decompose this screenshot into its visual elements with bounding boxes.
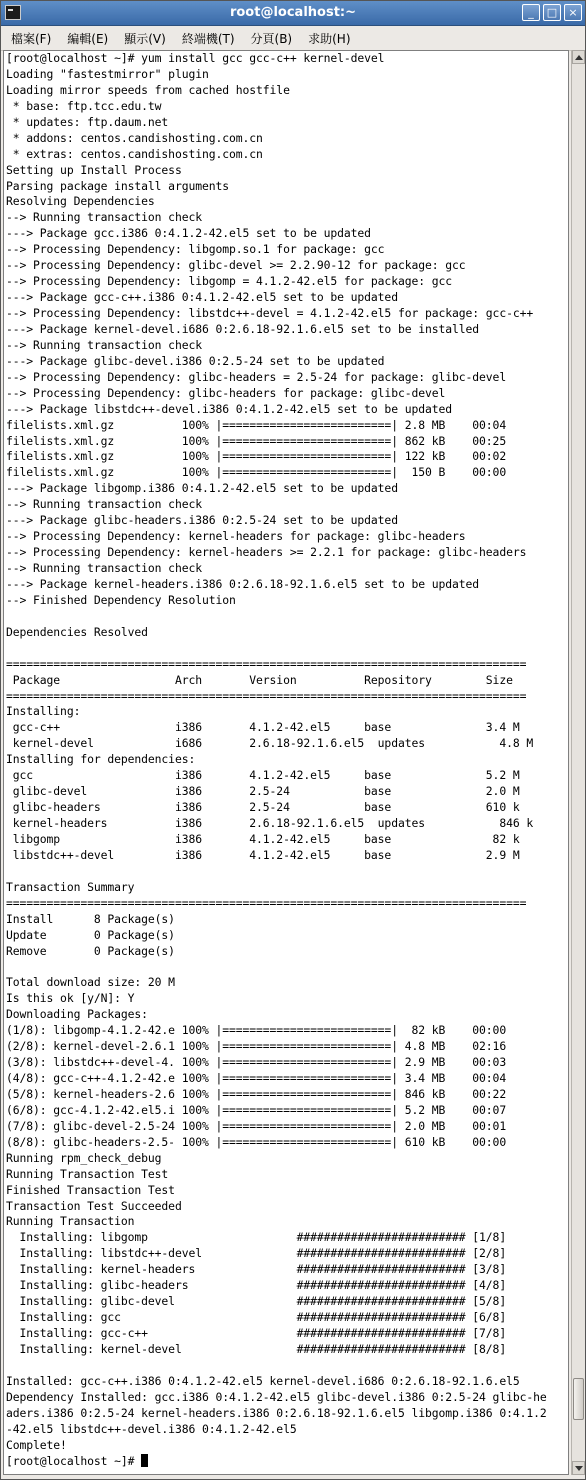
terminal-line: Installing: libgomp ######################### [1/8] (6, 1230, 507, 1245)
terminal-line: Installing: glibc-headers ######################### [4/8] (6, 1278, 507, 1293)
terminal-line: ---> Package gcc-c++.i386 0:4.1.2-42.el5 set to be updated (6, 290, 398, 305)
menu-edit[interactable]: 編輯(E) (67, 31, 109, 46)
menu-terminal[interactable]: 終端機(T) (181, 31, 235, 46)
terminal-line: * addons: centos.candishosting.com.cn (6, 130, 263, 145)
terminal-line: Downloading Packages: (6, 1007, 148, 1022)
terminal-line: Installing: glibc-devel ######################### [5/8] (6, 1294, 507, 1309)
terminal-line: filelists.xml.gz 100% |=========================| 862 kB 00:25 (6, 433, 507, 448)
terminal-line: glibc-headers i386 2.5-24 base 610 k (6, 800, 520, 815)
terminal-line: --> Processing Dependency: glibc-devel >= 2.2.90-12 for package: gcc (6, 258, 466, 273)
terminal-line: ---> Package kernel-devel.i686 0:2.6.18-92.1.6.el5 set to be installed (6, 321, 480, 336)
terminal-line: --> Running transaction check (6, 210, 202, 225)
terminal-line: --> Processing Dependency: kernel-headers >= 2.2.1 for package: glibc-headers (6, 545, 527, 560)
terminal-line: Remove 0 Package(s) (6, 943, 175, 958)
terminal-line: Install 8 Package(s) (6, 911, 175, 926)
terminal-line: kernel-headers i386 2.6.18-92.1.6.el5 updates 846 k (6, 816, 534, 830)
terminal-line: --> Running transaction check (6, 337, 202, 352)
terminal-line: (1/8): libgomp-4.1.2-42.e 100% |=========================| 82 kB 00:00 (6, 1023, 507, 1038)
terminal-line: gcc i386 4.1.2-42.el5 base 5.2 M (6, 768, 520, 783)
terminal-line: (5/8): kernel-headers-2.6 100% |=========================| 846 kB 00:22 (6, 1086, 507, 1101)
terminal-line: Complete! (6, 1437, 67, 1452)
terminal-line: --> Running transaction check (6, 497, 202, 512)
terminal-line: glibc-devel i386 2.5-24 base 2.0 M (6, 784, 520, 799)
menu-bar (1, 26, 585, 51)
terminal-line: Running Transaction Test (6, 1166, 169, 1181)
terminal-line: Setting up Install Process (6, 162, 182, 177)
terminal-line: [root@localhost ~]# yum install gcc gcc-c++ kernel-devel (6, 51, 385, 65)
terminal-line: Installing: gcc-c++ ######################### [7/8] (6, 1326, 507, 1340)
window-controls (522, 4, 582, 21)
terminal-line: Installing: (6, 704, 81, 719)
terminal-line: Loading mirror speeds from cached hostfile (6, 82, 290, 97)
terminal-line: * base: ftp.tcc.edu.tw (6, 98, 162, 113)
window-title: root@localhost:~ (229, 5, 357, 20)
terminal-line: (8/8): glibc-headers-2.5- 100% |=========================| 610 kB 00:00 (6, 1134, 507, 1149)
terminal-line: Installing: gcc ######################### [6/8] (6, 1310, 507, 1325)
close-button[interactable]: × (564, 4, 582, 21)
terminal-line: -42.el5 libstdc++-devel.i386 0:4.1.2-42.el5 (6, 1421, 297, 1436)
terminal-line: (2/8): kernel-devel-2.6.1 100% |=========================| 4.8 MB 02:16 (6, 1039, 507, 1054)
terminal-line: gcc-c++ i386 4.1.2-42.el5 base 3.4 M (6, 720, 520, 735)
terminal-line (6, 641, 568, 657)
terminal-line: Installing: libstdc++-devel ######################### [2/8] (6, 1246, 507, 1261)
terminal-line: ---> Package libstdc++-devel.i386 0:4.1.2-42.el5 set to be updated (6, 401, 453, 416)
scroll-up-arrow-icon[interactable] (572, 50, 585, 64)
terminal-line: Installing for dependencies: (6, 752, 196, 767)
terminal-line: Running Transaction (6, 1214, 135, 1229)
terminal-line: ============================================================================= (6, 656, 527, 671)
menu-tabs[interactable]: 分頁(B) (250, 31, 293, 46)
terminal-line: Dependencies Resolved (6, 624, 148, 639)
terminal-line: Is this ok [y/N]: Y (6, 991, 135, 1006)
terminal-line: --> Finished Dependency Resolution (6, 592, 236, 607)
terminal-line: --> Processing Dependency: libgomp = 4.1.2-42.el5 for package: gcc (6, 274, 453, 289)
terminal-line: Resolving Dependencies (6, 194, 155, 209)
terminal-line: Loading "fastestmirror" plugin (6, 66, 209, 81)
title-bar[interactable] (1, 1, 585, 26)
menu-file[interactable]: 檔案(F) (11, 31, 52, 46)
terminal-line: Package Arch Version Repository Size (6, 672, 513, 687)
terminal-line: ---> Package glibc-headers.i386 0:2.5-24 set to be updated (6, 513, 398, 528)
terminal-prompt: [root@localhost ~]# (6, 1453, 142, 1468)
terminal-prompt-line[interactable] (6, 1454, 568, 1470)
terminal-line: Parsing package install arguments (6, 178, 230, 193)
menu-help[interactable]: 求助(H) (308, 31, 351, 46)
terminal-line: Update 0 Package(s) (6, 927, 175, 942)
terminal-line: Total download size: 20 M (6, 975, 175, 990)
terminal-line: (4/8): gcc-c++-4.1.2-42.e 100% |=========================| 3.4 MB 00:04 (6, 1071, 507, 1085)
terminal-line: libstdc++-devel i386 4.1.2-42.el5 base 2.9 M (6, 847, 520, 862)
terminal-line: --> Running transaction check (6, 561, 202, 575)
terminal-line: ---> Package kernel-headers.i386 0:2.6.18-92.1.6.el5 set to be updated (6, 576, 480, 591)
terminal-line: Installed: gcc-c++.i386 0:4.1.2-42.el5 kernel-devel.i686 0:2.6.18-92.1.6.el5 (6, 1373, 520, 1388)
text-cursor (141, 1454, 148, 1467)
terminal-output (6, 51, 568, 1469)
minimize-button[interactable]: _ (522, 4, 540, 21)
maximize-button[interactable]: □ (543, 4, 561, 21)
terminal-line: * updates: ftp.daum.net (6, 114, 169, 129)
terminal-line: Installing: kernel-headers ######################### [3/8] (6, 1262, 507, 1277)
terminal-line: --> Processing Dependency: kernel-headers for package: glibc-headers (6, 529, 466, 544)
terminal-line: --> Processing Dependency: glibc-headers = 2.5-24 for package: glibc-devel (6, 369, 507, 384)
scroll-down-arrow-icon[interactable] (572, 1461, 585, 1475)
terminal-line: --> Processing Dependency: libstdc++-devel = 4.1.2-42.el5 for package: gcc-c++ (6, 306, 534, 320)
terminal-line: Dependency Installed: gcc.i386 0:4.1.2-42.el5 glibc-devel.i386 0:2.5-24 glibc-he (6, 1389, 547, 1404)
scroll-thumb[interactable] (573, 1378, 584, 1420)
terminal-line: ============================================================================= (6, 688, 527, 703)
terminal-line: ============================================================================= (6, 895, 527, 910)
terminal-line: ---> Package libgomp.i386 0:4.1.2-42.el5 set to be updated (6, 481, 398, 496)
terminal-line: (7/8): glibc-devel-2.5-24 100% |=========================| 2.0 MB 00:01 (6, 1118, 507, 1133)
terminal-line: --> Processing Dependency: glibc-headers for package: glibc-devel (6, 385, 446, 400)
terminal-line: * extras: centos.candishosting.com.cn (6, 146, 263, 161)
terminal-line: ---> Package glibc-devel.i386 0:2.5-24 set to be updated (6, 353, 385, 368)
terminal-line: libgomp i386 4.1.2-42.el5 base 82 k (6, 831, 520, 846)
terminal-line: (3/8): libstdc++-devel-4. 100% |=========================| 2.9 MB 00:03 (6, 1055, 507, 1070)
terminal-line (6, 1358, 568, 1374)
terminal-line: --> Processing Dependency: libgomp.so.1 for package: gcc (6, 242, 385, 257)
menu-view[interactable]: 顯示(V) (124, 31, 166, 46)
terminal-line (6, 609, 568, 625)
terminal-line: Transaction Test Succeeded (6, 1198, 182, 1213)
terminal-line (6, 864, 568, 880)
terminal-line: Installing: kernel-devel ######################### [8/8] (6, 1341, 507, 1356)
terminal-line: kernel-devel i686 2.6.18-92.1.6.el5 updates 4.8 M (6, 736, 534, 751)
terminal-line: filelists.xml.gz 100% |=========================| 122 kB 00:02 (6, 449, 507, 464)
terminal-line: aders.i386 0:2.5-24 kernel-headers.i386 0:2.6.18-92.1.6.el5 libgomp.i386 0:4.1.2 (6, 1405, 547, 1420)
vertical-scrollbar[interactable] (571, 50, 585, 1475)
terminal-line: Running rpm_check_debug (6, 1150, 162, 1165)
terminal-line: (6/8): gcc-4.1.2-42.el5.i 100% |=========================| 5.2 MB 00:07 (6, 1102, 507, 1117)
terminal-area[interactable] (3, 50, 569, 1475)
terminal-line: filelists.xml.gz 100% |=========================| 150 B 00:00 (6, 465, 507, 480)
terminal-line: ---> Package gcc.i386 0:4.1.2-42.el5 set to be updated (6, 226, 371, 241)
terminal-line (6, 959, 568, 975)
terminal-line: Transaction Summary (6, 879, 135, 894)
terminal-line: filelists.xml.gz 100% |=========================| 2.8 MB 00:04 (6, 417, 507, 432)
terminal-line: Finished Transaction Test (6, 1182, 175, 1197)
